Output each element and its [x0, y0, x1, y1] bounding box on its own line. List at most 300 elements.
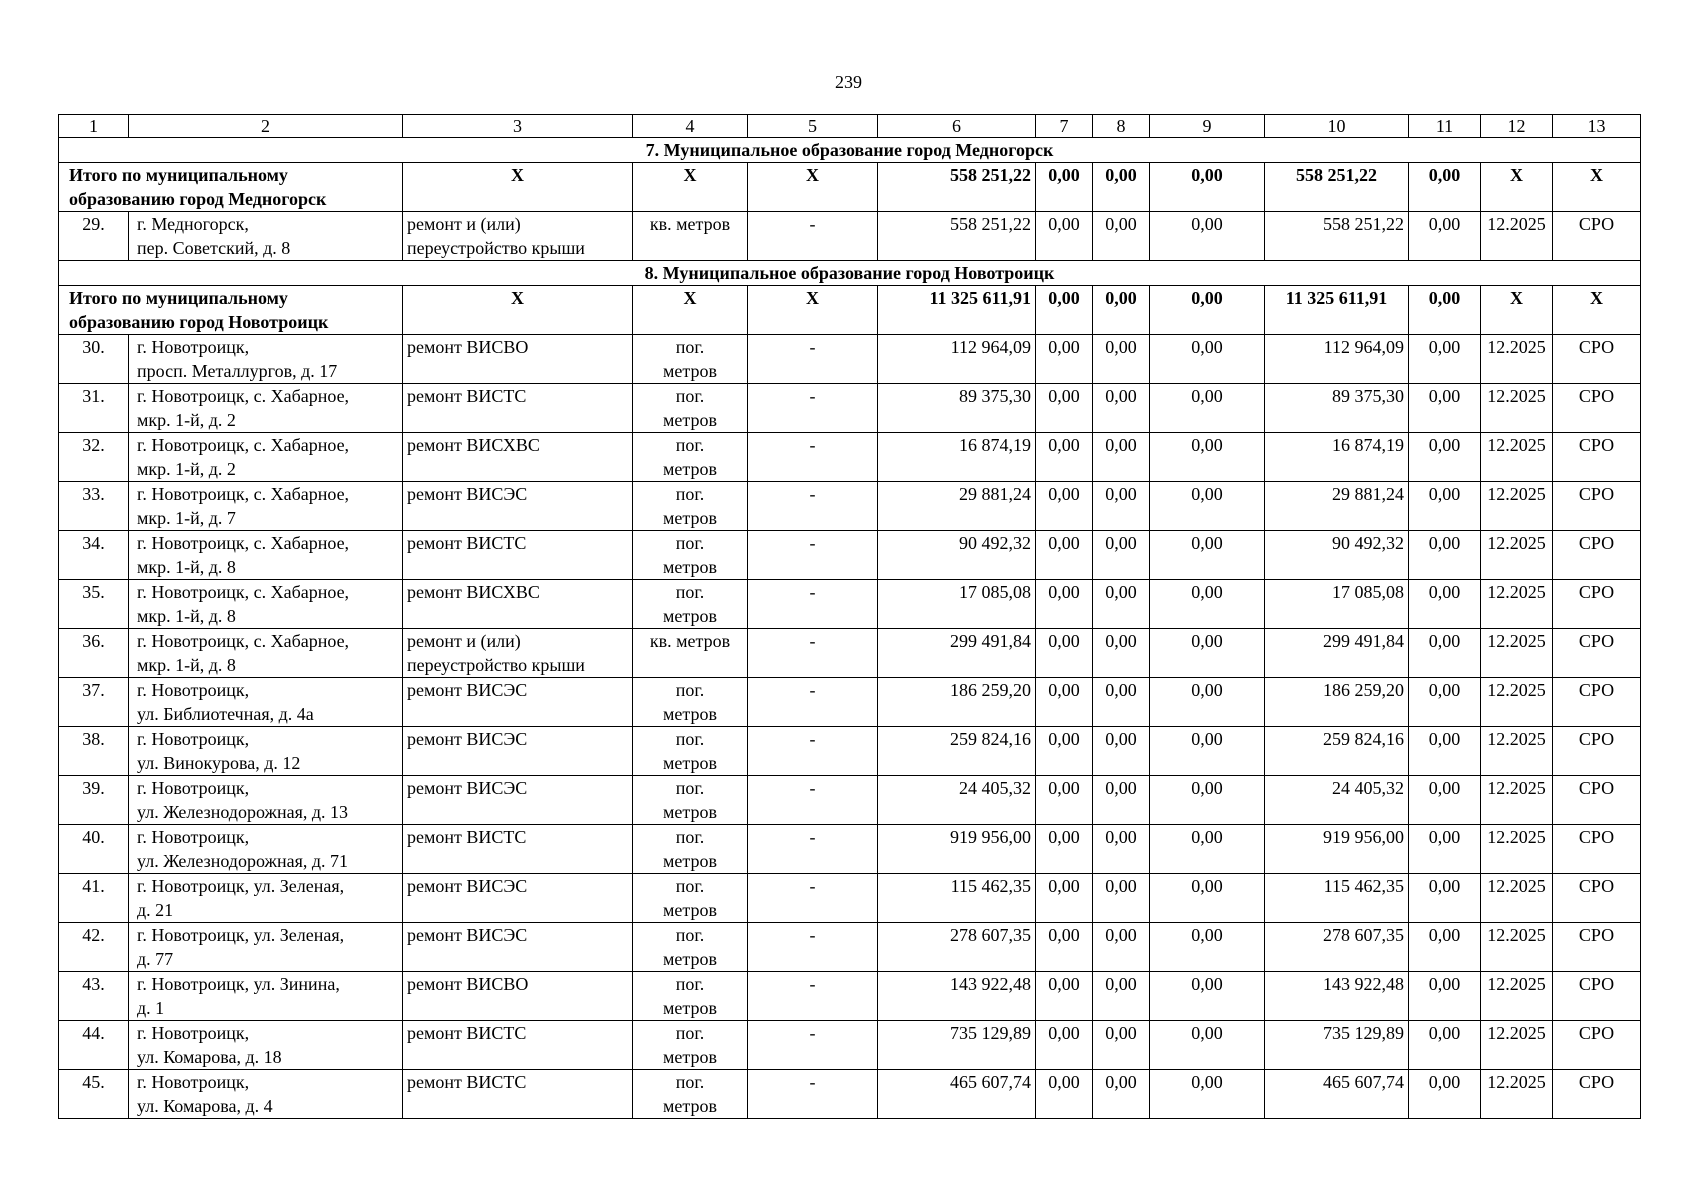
- row-c13: СРО: [1553, 433, 1641, 482]
- row-unit: [633, 433, 748, 482]
- row-c7: 0,00: [1036, 727, 1093, 776]
- row-c10: 17 085,08: [1265, 580, 1409, 629]
- table-row: [59, 212, 1641, 261]
- row-c13: СРО: [1553, 335, 1641, 384]
- row-c10: 186 259,20: [1265, 678, 1409, 727]
- row-c6: 919 956,00: [878, 825, 1036, 874]
- row-c7: 0,00: [1036, 874, 1093, 923]
- row-c5: -: [748, 335, 878, 384]
- row-c9: 0,00: [1150, 531, 1265, 580]
- address-line1: г. Новотроицк,: [137, 1072, 250, 1092]
- table-row: [59, 825, 1641, 874]
- row-number: 29.: [59, 212, 129, 261]
- row-address: [129, 531, 403, 580]
- row-work-type: [403, 531, 633, 580]
- row-c5: -: [748, 433, 878, 482]
- unit-line2: метров: [663, 949, 717, 969]
- address-line2: мкр. 1-й, д. 8: [137, 557, 236, 577]
- row-c8: 0,00: [1093, 1070, 1150, 1119]
- work-line2: переустройство крыши: [407, 655, 585, 675]
- total-c6: 558 251,22: [878, 163, 1036, 212]
- row-work-type: [403, 972, 633, 1021]
- row-address: [129, 874, 403, 923]
- row-c7: 0,00: [1036, 972, 1093, 1021]
- column-number-11: 11: [1409, 115, 1481, 138]
- row-c5: -: [748, 629, 878, 678]
- row-c11: 0,00: [1409, 1021, 1481, 1070]
- work-line1: ремонт ВИСВО: [407, 974, 529, 994]
- unit-line1: пог.: [675, 1072, 705, 1092]
- row-c9: 0,00: [1150, 678, 1265, 727]
- row-work-type: [403, 1021, 633, 1070]
- row-c8: 0,00: [1093, 678, 1150, 727]
- work-line1: ремонт ВИСЭС: [407, 778, 528, 798]
- row-c5: -: [748, 1070, 878, 1119]
- row-c8: 0,00: [1093, 972, 1150, 1021]
- column-number-12: 12: [1481, 115, 1553, 138]
- work-line1: ремонт ВИСЭС: [407, 876, 528, 896]
- total-label-line2: образованию город Новотроицк: [69, 312, 329, 332]
- unit-line2: метров: [663, 606, 717, 626]
- row-c11: 0,00: [1409, 629, 1481, 678]
- row-c13: СРО: [1553, 212, 1641, 261]
- row-c5: -: [748, 972, 878, 1021]
- table-row: [59, 335, 1641, 384]
- row-unit: [633, 580, 748, 629]
- section-title-row: [59, 261, 1641, 286]
- total-c6: 11 325 611,91: [878, 286, 1036, 335]
- unit-line1: пог.: [675, 435, 705, 455]
- column-number-6: 6: [878, 115, 1036, 138]
- row-c5: -: [748, 678, 878, 727]
- column-number-4: 4: [633, 115, 748, 138]
- row-c9: 0,00: [1150, 825, 1265, 874]
- row-work-type: [403, 433, 633, 482]
- row-c13: СРО: [1553, 825, 1641, 874]
- column-number-8: 8: [1093, 115, 1150, 138]
- row-c10: 16 874,19: [1265, 433, 1409, 482]
- column-number-10: 10: [1265, 115, 1409, 138]
- row-c8: 0,00: [1093, 384, 1150, 433]
- row-c7: 0,00: [1036, 433, 1093, 482]
- row-c12: 12.2025: [1481, 923, 1553, 972]
- total-c5: X: [748, 286, 878, 335]
- row-c11: 0,00: [1409, 482, 1481, 531]
- address-line2: д. 21: [137, 900, 174, 920]
- address-line2: ул. Винокурова, д. 12: [137, 753, 301, 773]
- table-row: [59, 972, 1641, 1021]
- row-number: 45.: [59, 1070, 129, 1119]
- row-unit: [633, 727, 748, 776]
- row-address: [129, 678, 403, 727]
- row-c8: 0,00: [1093, 629, 1150, 678]
- row-c7: 0,00: [1036, 531, 1093, 580]
- row-c10: 115 462,35: [1265, 874, 1409, 923]
- row-c13: СРО: [1553, 629, 1641, 678]
- row-c5: -: [748, 212, 878, 261]
- total-label: [59, 286, 403, 335]
- column-number-9: 9: [1150, 115, 1265, 138]
- row-unit: [633, 531, 748, 580]
- address-line2: ул. Библиотечная, д. 4а: [137, 704, 314, 724]
- row-c11: 0,00: [1409, 212, 1481, 261]
- unit-line1: пог.: [675, 827, 705, 847]
- total-c5: X: [748, 163, 878, 212]
- row-c8: 0,00: [1093, 335, 1150, 384]
- address-line1: г. Медногорск,: [137, 214, 249, 234]
- row-c11: 0,00: [1409, 727, 1481, 776]
- unit-line2: метров: [663, 410, 717, 430]
- row-c13: СРО: [1553, 384, 1641, 433]
- row-c12: 12.2025: [1481, 433, 1553, 482]
- row-unit: [633, 482, 748, 531]
- address-line2: д. 1: [137, 998, 165, 1018]
- unit-line1: пог.: [675, 1023, 705, 1043]
- repair-plan-table: [58, 114, 1641, 1119]
- total-label-line1: Итого по муниципальному: [69, 288, 288, 308]
- unit-line1: пог.: [675, 778, 705, 798]
- row-c6: 24 405,32: [878, 776, 1036, 825]
- table-row: [59, 776, 1641, 825]
- row-unit: [633, 212, 748, 261]
- column-number-row: [59, 115, 1641, 138]
- row-c11: 0,00: [1409, 776, 1481, 825]
- row-c12: 12.2025: [1481, 482, 1553, 531]
- address-line1: г. Новотроицк, ул. Зинина,: [137, 974, 340, 994]
- total-c4: X: [633, 163, 748, 212]
- unit-line2: метров: [663, 802, 717, 822]
- row-c9: 0,00: [1150, 776, 1265, 825]
- row-c9: 0,00: [1150, 384, 1265, 433]
- row-c13: СРО: [1553, 972, 1641, 1021]
- section-title-row: [59, 138, 1641, 163]
- row-c12: 12.2025: [1481, 212, 1553, 261]
- row-c9: 0,00: [1150, 874, 1265, 923]
- address-line1: г. Новотроицк,: [137, 827, 250, 847]
- row-c13: СРО: [1553, 1070, 1641, 1119]
- total-c8: 0,00: [1093, 163, 1150, 212]
- address-line1: г. Новотроицк,: [137, 337, 250, 357]
- row-number: 31.: [59, 384, 129, 433]
- row-c6: 29 881,24: [878, 482, 1036, 531]
- table-row: [59, 482, 1641, 531]
- row-number: 42.: [59, 923, 129, 972]
- row-work-type: [403, 629, 633, 678]
- row-unit: [633, 1021, 748, 1070]
- address-line1: г. Новотроицк, с. Хабарное,: [137, 435, 350, 455]
- total-c3: X: [403, 286, 633, 335]
- row-c5: -: [748, 727, 878, 776]
- row-c11: 0,00: [1409, 678, 1481, 727]
- unit-line1: кв. метров: [649, 631, 731, 651]
- work-line1: ремонт ВИСТС: [407, 1023, 527, 1043]
- row-c5: -: [748, 580, 878, 629]
- row-number: 40.: [59, 825, 129, 874]
- total-label-line2: образованию город Медногорск: [69, 189, 327, 209]
- column-number-3: 3: [403, 115, 633, 138]
- row-c10: 29 881,24: [1265, 482, 1409, 531]
- table-row: [59, 874, 1641, 923]
- column-number-5: 5: [748, 115, 878, 138]
- row-address: [129, 1021, 403, 1070]
- row-c7: 0,00: [1036, 384, 1093, 433]
- row-c13: СРО: [1553, 531, 1641, 580]
- row-c7: 0,00: [1036, 212, 1093, 261]
- row-work-type: [403, 678, 633, 727]
- address-line1: г. Новотроицк, с. Хабарное,: [137, 386, 350, 406]
- row-work-type: [403, 384, 633, 433]
- table-row: [59, 433, 1641, 482]
- address-line2: ул. Железнодорожная, д. 13: [137, 802, 349, 822]
- address-line2: мкр. 1-й, д. 2: [137, 459, 236, 479]
- row-c5: -: [748, 776, 878, 825]
- row-address: [129, 727, 403, 776]
- table-row: [59, 580, 1641, 629]
- row-number: 38.: [59, 727, 129, 776]
- row-c7: 0,00: [1036, 825, 1093, 874]
- row-c9: 0,00: [1150, 923, 1265, 972]
- row-work-type: [403, 482, 633, 531]
- table-body: [59, 115, 1641, 1119]
- address-line1: г. Новотроицк, ул. Зеленая,: [137, 876, 345, 896]
- column-number-1: 1: [59, 115, 129, 138]
- row-number: 44.: [59, 1021, 129, 1070]
- table-row: [59, 678, 1641, 727]
- address-line2: ул. Железнодорожная, д. 71: [137, 851, 349, 871]
- row-c13: СРО: [1553, 1021, 1641, 1070]
- row-c5: -: [748, 874, 878, 923]
- row-c9: 0,00: [1150, 335, 1265, 384]
- address-line2: просп. Металлургов, д. 17: [137, 361, 338, 381]
- row-c6: 17 085,08: [878, 580, 1036, 629]
- row-c6: 465 607,74: [878, 1070, 1036, 1119]
- row-address: [129, 972, 403, 1021]
- row-c12: 12.2025: [1481, 1070, 1553, 1119]
- row-c10: 112 964,09: [1265, 335, 1409, 384]
- section-title: 7. Муниципальное образование город Медногорск: [59, 138, 1641, 163]
- row-work-type: [403, 776, 633, 825]
- total-c9: 0,00: [1150, 163, 1265, 212]
- row-c12: 12.2025: [1481, 727, 1553, 776]
- total-c3: X: [403, 163, 633, 212]
- work-line1: ремонт ВИСТС: [407, 1072, 527, 1092]
- row-c12: 12.2025: [1481, 1021, 1553, 1070]
- row-c5: -: [748, 482, 878, 531]
- row-c7: 0,00: [1036, 678, 1093, 727]
- total-c13: X: [1553, 286, 1641, 335]
- row-c8: 0,00: [1093, 531, 1150, 580]
- table-row: [59, 629, 1641, 678]
- row-c8: 0,00: [1093, 825, 1150, 874]
- row-number: 36.: [59, 629, 129, 678]
- row-c6: 299 491,84: [878, 629, 1036, 678]
- row-address: [129, 580, 403, 629]
- unit-line2: метров: [663, 753, 717, 773]
- unit-line1: пог.: [675, 876, 705, 896]
- row-c13: СРО: [1553, 727, 1641, 776]
- total-c10: 11 325 611,91: [1265, 286, 1409, 335]
- unit-line2: метров: [663, 998, 717, 1018]
- row-c5: -: [748, 825, 878, 874]
- row-address: [129, 776, 403, 825]
- row-address: [129, 335, 403, 384]
- column-number-7: 7: [1036, 115, 1093, 138]
- address-line1: г. Новотроицк, с. Хабарное,: [137, 631, 350, 651]
- work-line1: ремонт ВИСВО: [407, 337, 529, 357]
- page-number: 239: [835, 72, 862, 92]
- row-c11: 0,00: [1409, 972, 1481, 1021]
- row-c9: 0,00: [1150, 1021, 1265, 1070]
- row-c7: 0,00: [1036, 923, 1093, 972]
- work-line1: ремонт ВИСХВС: [407, 435, 540, 455]
- unit-line1: пог.: [675, 533, 705, 553]
- row-c9: 0,00: [1150, 727, 1265, 776]
- row-unit: [633, 874, 748, 923]
- address-line1: г. Новотроицк, с. Хабарное,: [137, 533, 350, 553]
- row-c6: 558 251,22: [878, 212, 1036, 261]
- row-unit: [633, 776, 748, 825]
- address-line2: д. 77: [137, 949, 174, 969]
- row-c12: 12.2025: [1481, 825, 1553, 874]
- row-c8: 0,00: [1093, 874, 1150, 923]
- unit-line1: пог.: [675, 386, 705, 406]
- row-c10: 143 922,48: [1265, 972, 1409, 1021]
- row-c13: СРО: [1553, 923, 1641, 972]
- row-number: 39.: [59, 776, 129, 825]
- row-c11: 0,00: [1409, 825, 1481, 874]
- total-label: [59, 163, 403, 212]
- row-c10: 90 492,32: [1265, 531, 1409, 580]
- address-line2: ул. Комарова, д. 18: [137, 1047, 282, 1067]
- unit-line2: метров: [663, 704, 717, 724]
- total-c11: 0,00: [1409, 163, 1481, 212]
- table-row: [59, 531, 1641, 580]
- row-c7: 0,00: [1036, 1021, 1093, 1070]
- row-c11: 0,00: [1409, 433, 1481, 482]
- column-number-13: 13: [1553, 115, 1641, 138]
- address-line2: мкр. 1-й, д. 7: [137, 508, 236, 528]
- row-number: 43.: [59, 972, 129, 1021]
- total-c10: 558 251,22: [1265, 163, 1409, 212]
- row-c12: 12.2025: [1481, 629, 1553, 678]
- row-unit: [633, 384, 748, 433]
- column-number-2: 2: [129, 115, 403, 138]
- row-address: [129, 923, 403, 972]
- row-c11: 0,00: [1409, 580, 1481, 629]
- row-c11: 0,00: [1409, 531, 1481, 580]
- row-work-type: [403, 580, 633, 629]
- row-c10: 299 491,84: [1265, 629, 1409, 678]
- row-c10: 558 251,22: [1265, 212, 1409, 261]
- row-c8: 0,00: [1093, 482, 1150, 531]
- row-c10: 259 824,16: [1265, 727, 1409, 776]
- table-row: [59, 384, 1641, 433]
- row-c13: СРО: [1553, 678, 1641, 727]
- row-c13: СРО: [1553, 580, 1641, 629]
- row-c6: 112 964,09: [878, 335, 1036, 384]
- row-c10: 89 375,30: [1265, 384, 1409, 433]
- unit-line1: пог.: [675, 925, 705, 945]
- row-c8: 0,00: [1093, 923, 1150, 972]
- row-number: 32.: [59, 433, 129, 482]
- row-number: 33.: [59, 482, 129, 531]
- total-c13: X: [1553, 163, 1641, 212]
- work-line1: ремонт ВИСЭС: [407, 729, 528, 749]
- work-line1: ремонт ВИСЭС: [407, 680, 528, 700]
- row-number: 30.: [59, 335, 129, 384]
- unit-line1: пог.: [675, 680, 705, 700]
- section-title: 8. Муниципальное образование город Новотроицк: [59, 261, 1641, 286]
- row-work-type: [403, 825, 633, 874]
- total-row: [59, 286, 1641, 335]
- row-c13: СРО: [1553, 482, 1641, 531]
- address-line1: г. Новотроицк, ул. Зеленая,: [137, 925, 345, 945]
- row-c11: 0,00: [1409, 923, 1481, 972]
- row-address: [129, 212, 403, 261]
- row-c12: 12.2025: [1481, 335, 1553, 384]
- row-c5: -: [748, 923, 878, 972]
- table-row: [59, 1070, 1641, 1119]
- address-line1: г. Новотроицк, с. Хабарное,: [137, 484, 350, 504]
- unit-line1: пог.: [675, 484, 705, 504]
- unit-line2: метров: [663, 900, 717, 920]
- row-c6: 186 259,20: [878, 678, 1036, 727]
- work-line1: ремонт и (или): [407, 214, 521, 234]
- row-c12: 12.2025: [1481, 972, 1553, 1021]
- row-c6: 16 874,19: [878, 433, 1036, 482]
- row-c7: 0,00: [1036, 482, 1093, 531]
- row-number: 34.: [59, 531, 129, 580]
- unit-line2: метров: [663, 508, 717, 528]
- work-line1: ремонт ВИСТС: [407, 827, 527, 847]
- row-c12: 12.2025: [1481, 384, 1553, 433]
- address-line1: г. Новотроицк,: [137, 1023, 250, 1043]
- unit-line2: метров: [663, 851, 717, 871]
- row-unit: [633, 972, 748, 1021]
- row-c7: 0,00: [1036, 1070, 1093, 1119]
- unit-line1: кв. метров: [649, 214, 731, 234]
- row-c6: 115 462,35: [878, 874, 1036, 923]
- row-work-type: [403, 212, 633, 261]
- address-line2: мкр. 1-й, д. 2: [137, 410, 236, 430]
- work-line1: ремонт ВИСТС: [407, 386, 527, 406]
- row-c10: 735 129,89: [1265, 1021, 1409, 1070]
- row-c6: 89 375,30: [878, 384, 1036, 433]
- row-address: [129, 482, 403, 531]
- row-number: 37.: [59, 678, 129, 727]
- row-number: 41.: [59, 874, 129, 923]
- row-c10: 24 405,32: [1265, 776, 1409, 825]
- row-c8: 0,00: [1093, 580, 1150, 629]
- row-c10: 465 607,74: [1265, 1070, 1409, 1119]
- work-line1: ремонт ВИСХВС: [407, 582, 540, 602]
- total-c11: 0,00: [1409, 286, 1481, 335]
- row-c11: 0,00: [1409, 335, 1481, 384]
- total-c4: X: [633, 286, 748, 335]
- unit-line1: пог.: [675, 729, 705, 749]
- row-number: 35.: [59, 580, 129, 629]
- row-c8: 0,00: [1093, 433, 1150, 482]
- address-line2: пер. Советский, д. 8: [137, 238, 291, 258]
- address-line2: ул. Комарова, д. 4: [137, 1096, 273, 1116]
- row-unit: [633, 629, 748, 678]
- row-c8: 0,00: [1093, 212, 1150, 261]
- row-c5: -: [748, 531, 878, 580]
- work-line1: ремонт и (или): [407, 631, 521, 651]
- row-c6: 735 129,89: [878, 1021, 1036, 1070]
- unit-line1: пог.: [675, 582, 705, 602]
- row-work-type: [403, 874, 633, 923]
